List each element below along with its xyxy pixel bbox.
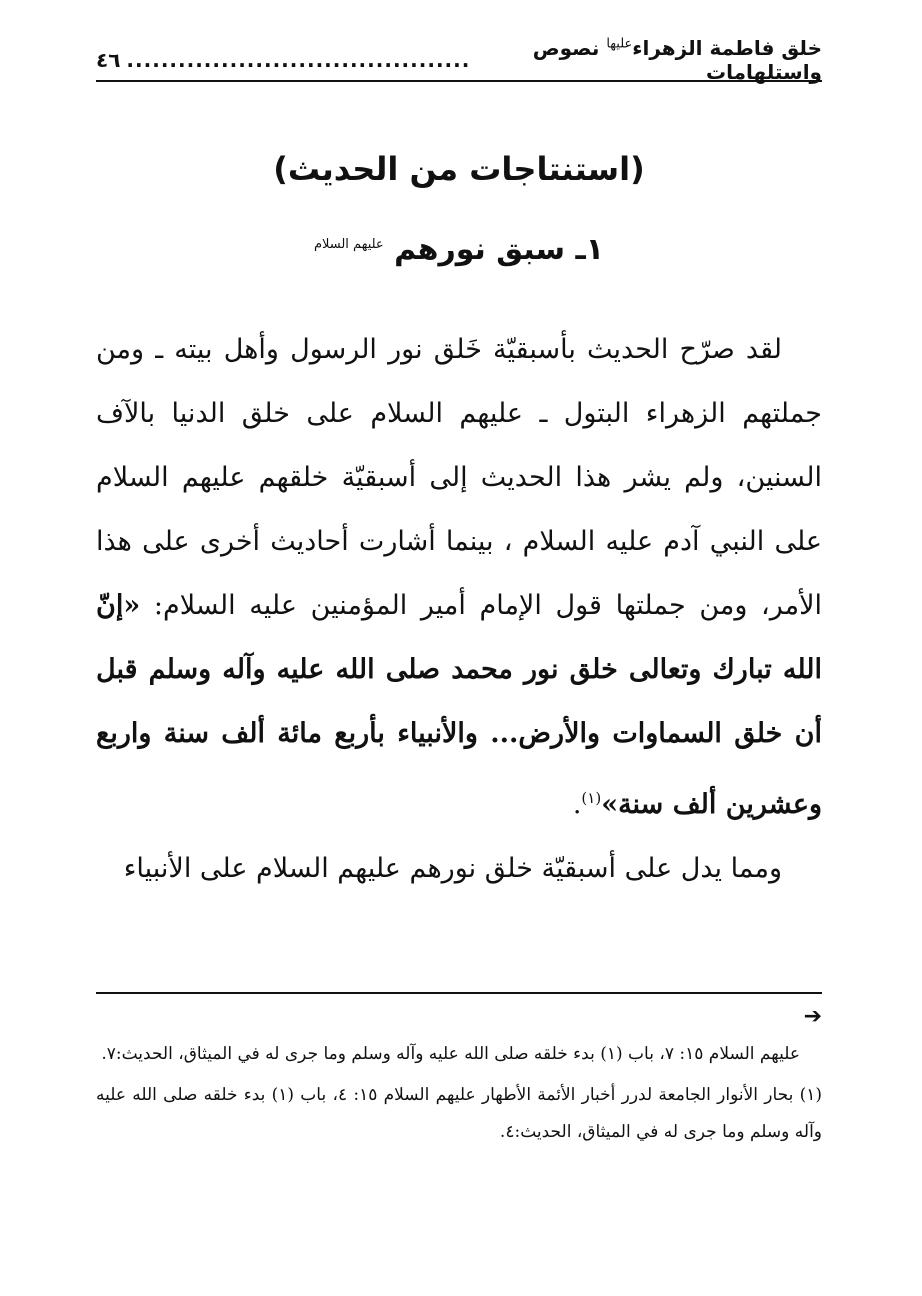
header-number-group (96, 48, 470, 72)
paragraph-1-end: . (572, 789, 582, 820)
header-subtitle: نصوص واستلهامات (532, 36, 822, 84)
continuation-arrow-icon: ➔ (803, 1004, 822, 1029)
paragraph-1 (96, 318, 822, 837)
footnotes (96, 1036, 822, 1155)
running-header (96, 36, 822, 84)
page-number: ٤٦ (96, 48, 121, 72)
footnote-continued: عليهم السلام ١٥: ٧، باب (١) بدء خلقه صلى الله عليه وآله وسلم وما جرى له في الميثاق، الحديث:٧. (101, 1044, 800, 1064)
header-title-group (470, 36, 822, 84)
paragraph-1-text: لقد صرّح الحديث بأسبقيّة خَلق نور الرسول وأهل بيته ـ ومن جملتهم الزهراء البتول ـ عليهم السلام على خلق الدنيا بالآف السنين، ولم يشر هذا الحديث إلى أسبقيّة خلقهم عليهم السلام على النبي آدم عليه السلام ، بينما أشارت أحاديث أخرى على هذا الأمر، ومن جملتها قول الإمام أمير المؤمنين عليه السلام: (96, 334, 822, 621)
header-honorific: عليها (606, 36, 633, 52)
paragraph-2: ومما يدل على أسبقيّة خلق نورهم عليهم السلام على الأنبياء (123, 853, 782, 884)
footnote-1: (١) بحار الأنوار الجامعة لدرر أخبار الأئمة الأطهار عليهم السلام ١٥: ٤، باب (١) بدء خلقه صلى الله عليه وآله وسلم وما جرى له في الميثاق، الحديث:٤. (96, 1085, 823, 1142)
footnote-ref-1[interactable]: (١) (581, 789, 602, 807)
subsection-title: ١ـ سبق نورهم (394, 232, 605, 267)
footnote-divider (96, 992, 822, 994)
subsection-title-group (96, 232, 822, 267)
subsection-honorific: عليهم السلام (313, 237, 384, 252)
section-title: (استنتاجات من الحديث) (273, 150, 645, 188)
hadith-quote: «إنّ الله تبارك وتعالى خلق نور محمد صلى الله عليه وآله وسلم قبل أن خلق السماوات والأرض... والأنبياء بأربع مائة ألف سنة واربع وعشرين ألف سنة» (96, 590, 822, 820)
header-dots: ........................................ (126, 48, 471, 72)
header-title: خلق فاطمة الزهراء (632, 36, 822, 60)
body-text (96, 318, 822, 901)
